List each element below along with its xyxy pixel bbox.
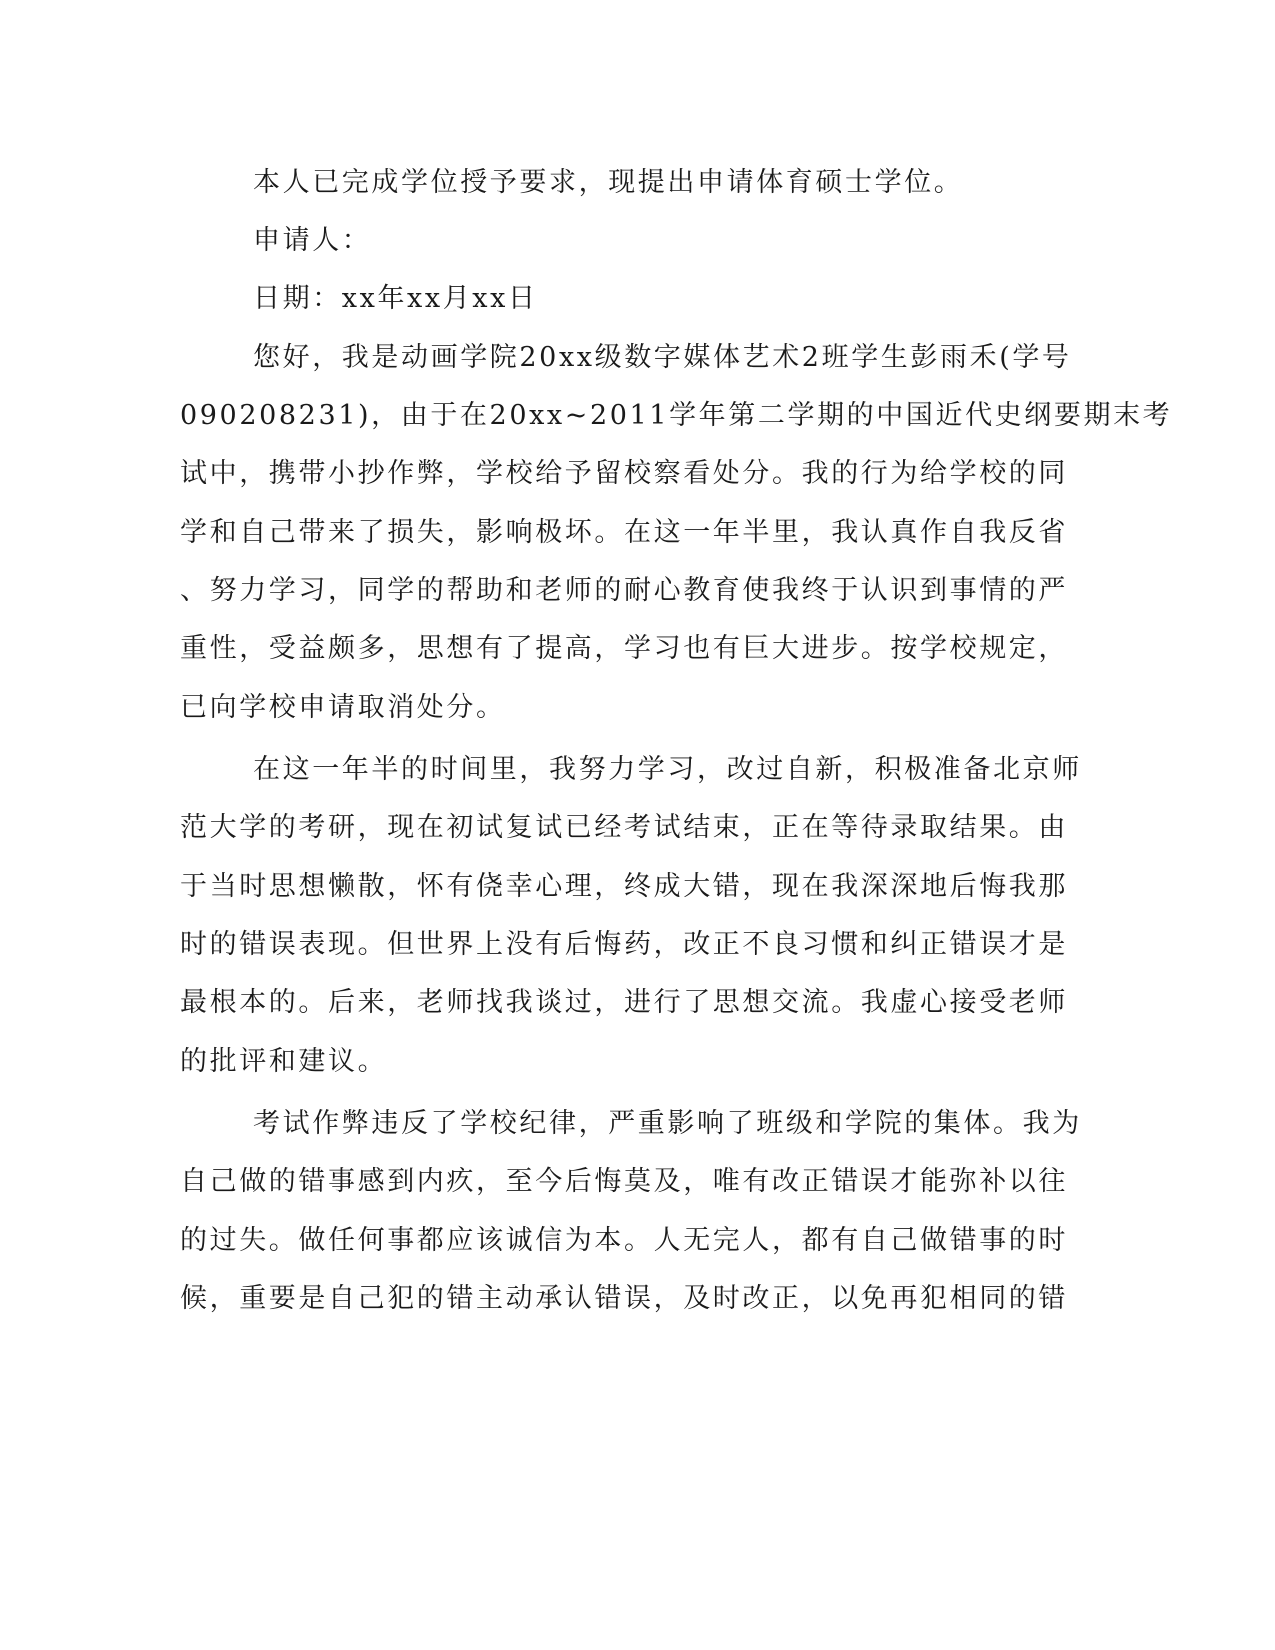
text-line: 候，重要是自己犯的错主动承认错误，及时改正，以免再犯相同的错 xyxy=(180,1283,1068,1314)
text-line: 在这一年半的时间里，我努力学习，改过自新，积极准备北京师 xyxy=(253,754,1082,785)
text-line: 范大学的考研，现在初试复试已经考试结束，正在等待录取结果。由 xyxy=(180,812,1068,843)
text-line: 、努力学习，同学的帮助和老师的耐心教育使我终于认识到事情的严 xyxy=(180,575,1068,606)
text-line: 试中，携带小抄作弊，学校给予留校察看处分。我的行为给学校的同 xyxy=(180,458,1068,489)
text-line: 于当时思想懒散，怀有侥幸心理，终成大错，现在我深深地后悔我那 xyxy=(180,871,1068,902)
text-line: 最根本的。后来，老师找我谈过，进行了思想交流。我虚心接受老师 xyxy=(180,987,1068,1018)
text-line: 的批评和建议。 xyxy=(180,1046,388,1077)
text-line: 时的错误表现。但世界上没有后悔药，改正不良习惯和纠正错误才是 xyxy=(180,929,1068,960)
text-line: 学和自己带来了损失，影响极坏。在这一年半里，我认真作自我反省 xyxy=(180,517,1068,548)
text-line: 的过失。做任何事都应该诚信为本。人无完人，都有自己做错事的时 xyxy=(180,1225,1068,1256)
text-line: 自己做的错事感到内疚，至今后悔莫及，唯有改正错误才能弥补以往 xyxy=(180,1166,1068,1197)
text-line: 日期：xx年xx月xx日 xyxy=(253,283,538,314)
text-line: 申请人： xyxy=(253,225,372,256)
text-line: 本人已完成学位授予要求，现提出申请体育硕士学位。 xyxy=(253,167,964,198)
text-line: 090208231)，由于在20xx~2011学年第二学期的中国近代史纲要期末考 xyxy=(180,400,1173,431)
text-line: 您好，我是动画学院20xx级数字媒体艺术2班学生彭雨禾(学号 xyxy=(253,342,1072,373)
text-line: 考试作弊违反了学校纪律，严重影响了班级和学院的集体。我为 xyxy=(253,1108,1082,1139)
text-line: 已向学校申请取消处分。 xyxy=(180,692,506,723)
text-line: 重性，受益颇多，思想有了提高，学习也有巨大进步。按学校规定， xyxy=(180,633,1068,664)
